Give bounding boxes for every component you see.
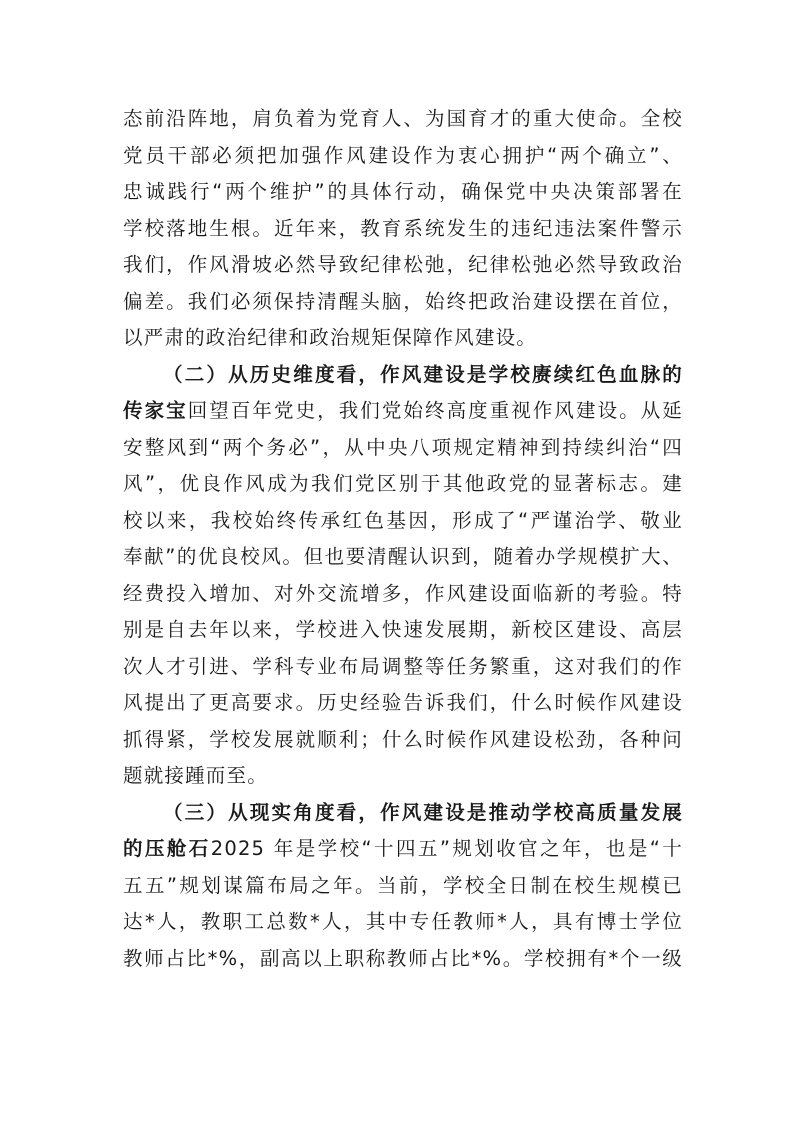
text-line: 忠诚践行“两个维护”的具体行动，确保党中央决策部署在 (123, 180, 683, 203)
text-line: 风提出了更高要求。历史经验告诉我们，什么时候作风建设 (123, 691, 683, 714)
text-line: 经费投入增加、对外交流增多，作风建设面临新的考验。特 (123, 581, 683, 605)
text-line: 题就接踵而至。 (123, 764, 268, 787)
text-line: 风”，优良作风成为我们党区别于其他政党的显著标志。建 (123, 472, 683, 495)
text-line: 别是自去年以来，学校进入快速发展期，新校区建设、高层 (123, 618, 683, 641)
text-line: 安整风到“两个务必”，从中央八项规定精神到持续纠治“四 (123, 435, 683, 459)
text-line: 以严肃的政治纪律和政治规矩保障作风建设。 (123, 326, 538, 349)
section-2 (123, 357, 683, 795)
section-heading: （三）从现实角度看，作风建设是推动学校高质量发展 (163, 800, 683, 824)
text-line: 偏差。我们必须保持清醒头脑，始终把政治建设摆在首位， (123, 289, 683, 313)
section-3 (123, 795, 683, 978)
text-line: 学校落地生根。近年来，教育系统发生的违纪违法案件警示 (123, 216, 683, 240)
text-segment: 2025 年是学校“十四五”规划收官之年，也是“十 (210, 837, 683, 860)
text-line: 抓得紧，学校发展就顺利；什么时候作风建设松劲，各种问 (123, 727, 683, 751)
section-heading-tail: 传家宝 (123, 399, 188, 422)
text-line: 校以来，我校始终传承红色基因，形成了“严谨治学、敬业 (123, 508, 683, 532)
section-heading-tail: 的压舱石 (123, 837, 211, 860)
text-line: 态前沿阵地，肩负着为党育人、为国育才的重大使命。全校 (123, 107, 683, 130)
text-segment: 回望百年党史，我们党始终高度重视作风建设。从延 (187, 399, 683, 422)
paragraph-1 (123, 101, 683, 357)
text-line: 五五”规划谋篇布局之年。当前，学校全日制在校生规模已 (123, 873, 683, 897)
text-line: 次人才引进、学科专业布局调整等任务繁重，这对我们的作 (123, 654, 683, 678)
text-line: 达*人，教职工总数*人，其中专任教师*人，具有博士学位 (123, 910, 683, 933)
text-line: 奉献”的优良校风。但也要清醒认识到，随着办学规模扩大、 (123, 545, 683, 568)
section-heading: （二）从历史维度看，作风建设是学校赓续红色血脉的 (163, 362, 683, 386)
section-heading-continuation (123, 393, 683, 430)
text-line: 党员干部必须把加强作风建设作为衷心拥护“两个确立”、 (123, 143, 683, 167)
section-heading-continuation (123, 831, 683, 868)
text-line: 我们，作风滑坡必然导致纪律松弛，纪律松弛必然导致政治 (123, 253, 683, 276)
text-line: 教师占比*%，副高以上职称教师占比*%。学校拥有*个一级 (123, 946, 683, 970)
